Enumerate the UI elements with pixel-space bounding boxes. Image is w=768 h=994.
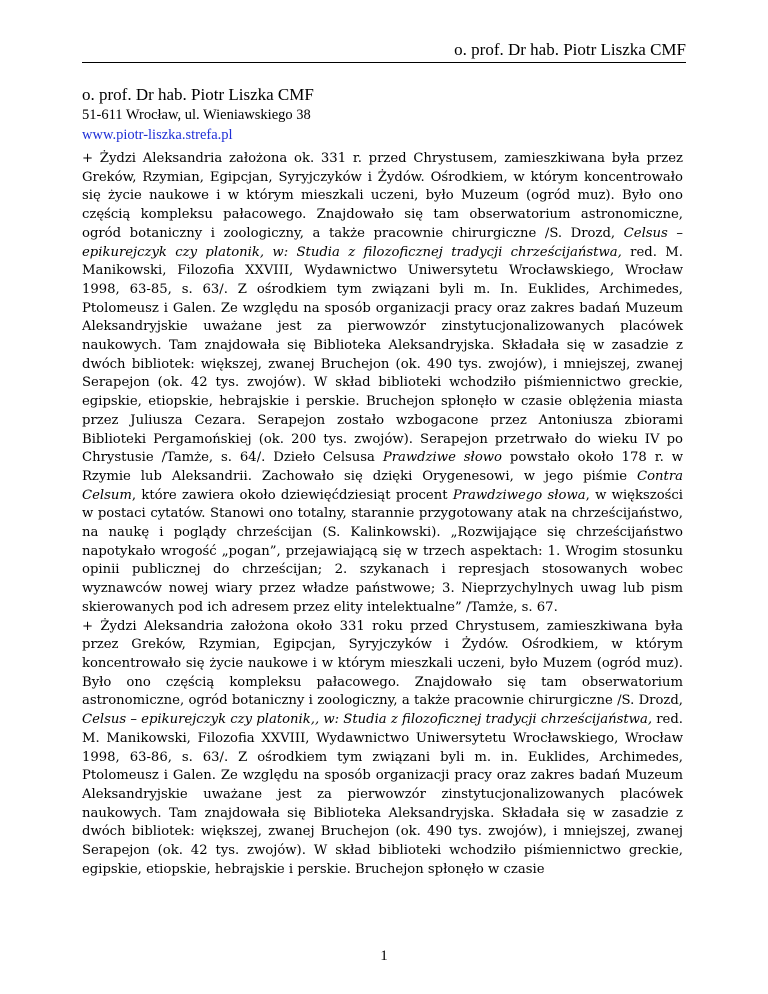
author-block [82,84,314,145]
body-text [82,150,683,879]
paragraph [82,150,683,618]
text-run: , które zawiera około dziewięćdziesiąt procent [131,487,453,503]
text-run: powstało około 178 r. w Rzymie lub Aleksandrii. Zachowało się dzięki Orygenesowi, w jego piśmie [82,450,683,484]
text-run: red. M. Manikowski, Filozofia XXVIII, Wydawnictwo Uniwersytetu Wrocławskiego, Wrocław 1998, 63-85, s. 63/. Z ośrodkiem tym związani byli m. In. Euklides, Archimedes, Ptolomeusz i Galen. Ze względu na sposób organizacji pracy oraz zakres badań Muzeum Aleksandryjskie uważane jest za pierwowzór zinstytucjonalizowanych placówek naukowych. Tam znajdowała się Biblioteka Aleksandryjska. Składała się w zasadzie z dwóch bibliotek: większej, zwanej Bruchejon (ok. 490 tys. zwojów), i mniejszej, zwanej Serapejon (ok. 42 tys. zwojów). W skład biblioteki wchodziło piśmiennictwo greckie, egipskie, etiopskie, hebrajskie i perskie. Bruchejon spłonęło w czasie oblężenia miasta przez Juliusza Cezara. Serapejon zostało wzbogacone przez Antoniusza zbiorami Biblioteki Pergamońskiej (ok. 200 tys. zwojów). Serapejon przetrwało do wieku IV po Chrystusie /Tamże, s. 64/. Dzieło Celsusa [82,244,683,466]
text-run: , w większości w postaci cytatów. Stanowi ono totalny, starannie przygotowany atak na chrześcijaństwo, na naukę i poglądy chrześcijan (S. Kalinkowski). „Rozwijające się chrześcijaństwo napotykało wrogość „pogan”, przejawiającą się w trzech aspektach: 1. Wrogim stosunku opinii publicznej do chrześcijan; 2. szykanach i represjach stosowanych wobec wyznawców nowej wiary przez władze państwowe; 3. Nieprzychylnych uwag lub pism skierowanych pod ich adresem przez elity intelektualne” /Tamże, s. 67. [82,487,684,615]
text-run: + Żydzi Aleksandria założona ok. 331 r. przed Chrystusem, zamieszkiwana była przez Greków, Rzymian, Egipcjan, Syryjczyków i Żydów. Ośrodkiem, w którym koncentrowało się życie naukowe i w którym mieszkali uczeni, było Muzeum (ogród muz). Było ono częścią kompleksu pałacowego. Znajdowało się tam obserwatorium astronomiczne, ogród botaniczny i zoologiczny, a także pracownie chirurgiczne /S. Drozd, [82,151,683,241]
header-rule [82,62,686,63]
paragraph [82,618,683,880]
italic-run: Celsus – epikurejczyk czy platonik,, w: Studia z filozoficznej tradycji chrześcijaństwa, [82,712,653,728]
author-name: o. prof. Dr hab. Piotr Liszka CMF [82,85,314,104]
italic-run: Celsus – epikurejczyk czy platonik, w: Studia z filozoficznej tradycji chrześcijaństwa, [82,225,683,260]
italic-run: Prawdziwego słowa [452,487,586,503]
text-run: red. M. Manikowski, Filozofia XXVIII, Wydawnictwo Uniwersytetu Wrocławskiego, Wrocław 1998, 63-86, s. 63/. Z ośrodkiem tym związani byli m. in. Euklides, Archimedes, Ptolomeusz i Galen. Ze względu na sposób organizacji pracy oraz zakres badań Muzeum Aleksandryjskie uważane jest za pierwowzór zinstytucjonalizowanych placówek naukowych. Tam znajdowała się Biblioteka Aleksandryjska. Składała się w zasadzie z dwóch bibliotek: większej, zwanej Bruchejon (ok. 490 tys. zwojów), i mniejszej, zwanej Serapejon (ok. 42 tys. zwojów). W skład biblioteki wchodziło piśmiennictwo greckie, egipskie, etiopskie, hebrajskie i perskie. Bruchejon spłonęło w czasie [82,712,683,877]
italic-run: Prawdziwe słowo [382,450,502,466]
text-run: + Żydzi Aleksandria założona około 331 roku przed Chrystusem, zamieszkiwana była przez Greków, Rzymian, Egipcjan, Syryjczyków i Żydów. Ośrodkiem, w którym koncentrowało się życie naukowe i w którym mieszkali uczeni, było Muzem (ogród muz). Było ono częścią kompleksu pałacowego. Znajdowało się tam obserwatorium astronomiczne, ogród botaniczny i zoologiczny, a także pracownie chirurgiczne /S. Drozd, [82,618,683,709]
author-address: 51-611 Wrocław, ul. Wieniawskiego 38 [82,107,311,123]
author-website-link[interactable]: www.piotr-liszka.strefa.pl [82,127,233,143]
italic-run: Contra Celsum [82,468,683,503]
running-header: o. prof. Dr hab. Piotr Liszka CMF [454,40,686,59]
page-number: 1 [380,948,388,964]
